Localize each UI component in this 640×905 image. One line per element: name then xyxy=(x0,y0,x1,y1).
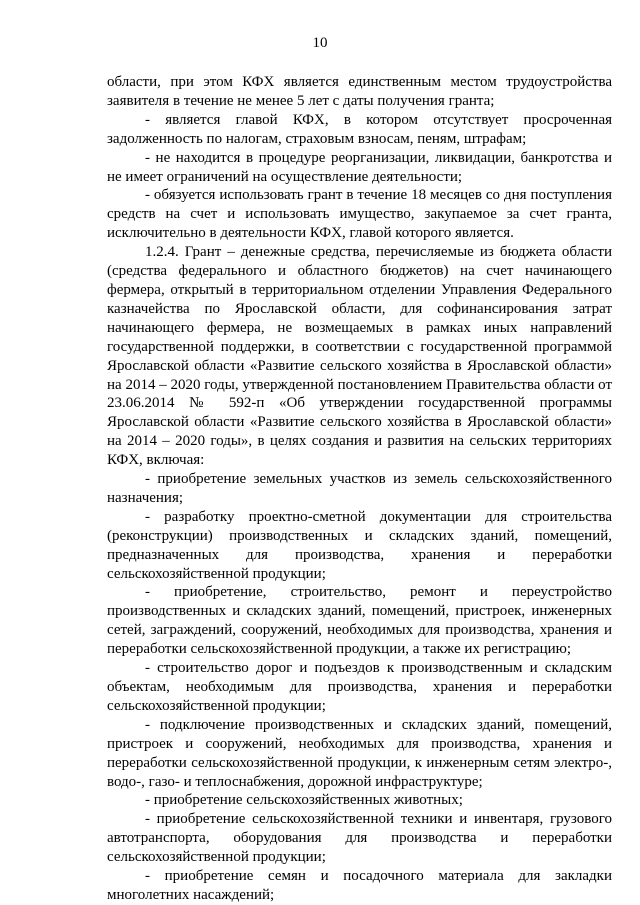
list-item: - приобретение сельскохозяйственной техники и инвентаря, грузового автотранспорта, оборудования для производства и переработки сельскохозяйственной продукции; xyxy=(107,811,612,866)
list-item: - приобретение сельскохозяйственных животных; xyxy=(145,792,463,809)
list-item: - приобретение, строительство, ремонт и переустройство производственных и складских зданий, помещений, пристроек, инженерных сетей, заграждений, сооружений, необходимых для производства, хранения и переработки сельскохозяйственной продукции, а также их регистрацию; xyxy=(107,584,612,658)
list-item: - является главой КФХ, в котором отсутствует просроченная задолженность по налогам, страховым взносам, пеням, штрафам; xyxy=(107,111,612,147)
list-item: - подключение производственных и складских зданий, помещений, пристроек и сооружений, необходимых для производства, хранения и переработки сельскохозяйственной продукции, к инженерным сетям электро-, водо-, газо- и теплоснабжения, дорожной инфраструктуре; xyxy=(107,716,612,790)
clause-1-2-4: 1.2.4. Грант – денежные средства, перечисляемые из бюджета области (средства федерального и областного бюджетов) на счет начинающего фермера, открытый в территориальном отделении Управления Федерального казначейства по Ярославской области, для софинансирования затрат начинающего фермера, не возмещаемых в рамках иных направлений государственной поддержки, в соответствии с государственной программой Ярославской области «Развитие сельского хозяйства в Ярославской области» на 2014 – 2020 годы, утвержденной постановлением Правительства области от 23.06.2014 № 592-п «Об утверждении государственной программы Ярославской области «Развитие сельского хозяйства в Ярославской области» на 2014 – 2020 годы», в целях создания и развития на сельских территориях КФХ, включая: xyxy=(107,244,612,469)
list-item: - строительство дорог и подъездов к производственным и складским объектам, необходимым для производства, хранения и переработки сельскохозяйственной продукции; xyxy=(107,660,612,714)
document-body xyxy=(107,73,612,905)
list-item: - не находится в процедуре реорганизации, ликвидации, банкротства и не имеет ограничений на осуществление деятельности; xyxy=(107,149,612,185)
list-item: - приобретение земельных участков из земель сельскохозяйственного назначения; xyxy=(107,471,612,506)
page-number: 10 xyxy=(312,35,328,51)
list-item: - разработку проектно-сметной документации для строительства (реконструкции) производственных и складских зданий, помещений, предназначенных для производства, хранения и переработки сельскохозяйственной продукции; xyxy=(107,508,612,582)
list-item: - обязуется использовать грант в течение 18 месяцев со дня поступления средств на счет и использовать имущество, закупаемое за счет гранта, исключительно в деятельности КФХ, главой которого является. xyxy=(107,187,612,242)
list-item: - приобретение семян и посадочного материала для закладки многолетних насаждений; xyxy=(107,868,612,903)
paragraph-continuation: области, при этом КФХ является единственным местом трудоустройства заявителя в течение не менее 5 лет с даты получения гранта; xyxy=(107,74,612,109)
